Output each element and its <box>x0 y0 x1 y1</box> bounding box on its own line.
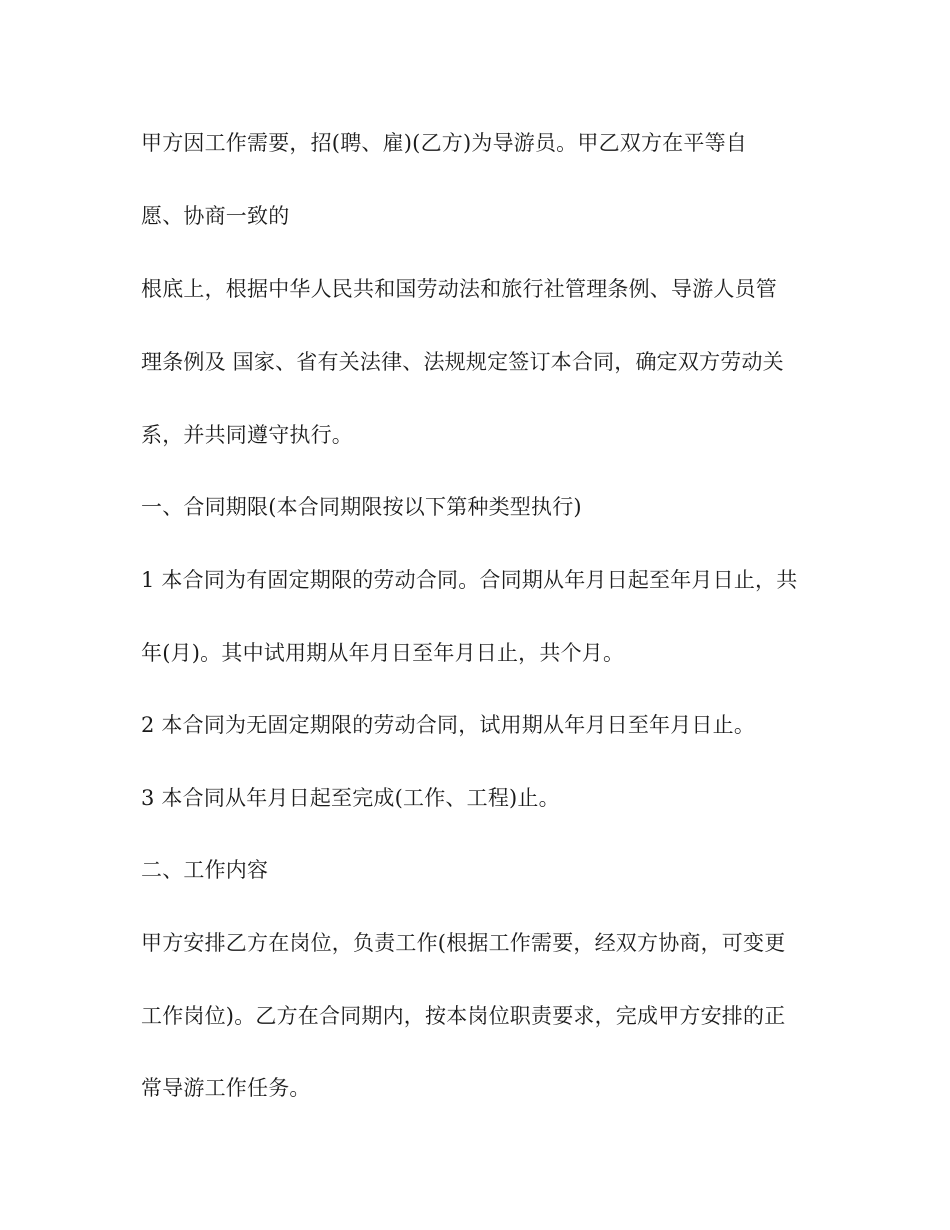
paragraph-line: 根底上，根据中华人民共和国劳动法和旅行社管理条例、导游人员管 <box>141 277 777 301</box>
paragraph-line: 甲方因工作需要，招(聘、雇)(乙方)为导游员。甲乙双方在平等自 <box>141 131 747 155</box>
paragraph-line: 工作岗位)。乙方在合同期内，按本岗位职责要求，完成甲方安排的正 <box>141 1004 786 1028</box>
paragraph-line: 常导游工作任务。 <box>141 1076 311 1100</box>
paragraph-line: 愿、协商一致的 <box>141 204 290 228</box>
paragraph-line: 3 本合同从年月日起至完成(工作、工程)止。 <box>141 786 560 810</box>
paragraph-line: 1 本合同为有固定期限的劳动合同。合同期从年月日起至年月日止，共 <box>141 568 798 592</box>
section-heading: 一、合同期限(本合同期限按以下第种类型执行) <box>141 495 582 519</box>
paragraph-line: 2 本合同为无固定期限的劳动合同，试用期从年月日至年月日止。 <box>141 713 756 737</box>
paragraph-line: 理条例及 国家、省有关法律、法规规定签订本合同，确定双方劳动关 <box>141 350 784 374</box>
paragraph-line: 年(月)。其中试用期从年月日至年月日止，共个月。 <box>141 641 625 665</box>
section-heading: 二、工作内容 <box>141 858 269 882</box>
paragraph-line: 系，并共同遵守执行。 <box>141 423 353 447</box>
paragraph-line: 甲方安排乙方在岗位，负责工作(根据工作需要，经双方协商，可变更 <box>141 931 786 955</box>
